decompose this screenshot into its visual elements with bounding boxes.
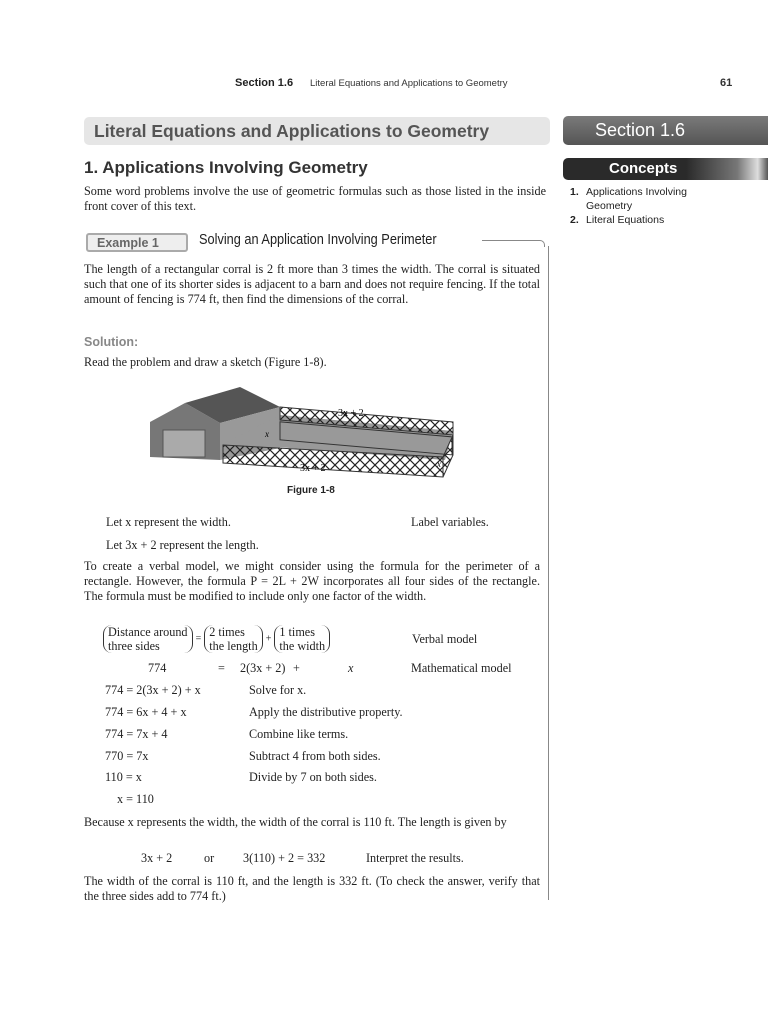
figure-caption: Figure 1-8: [287, 485, 335, 496]
intro-paragraph: Some word problems involve the use of geometric formulas such as those listed in the inside front cover of this text.: [84, 184, 546, 213]
problem-paragraph: The length of a rectangular corral is 2 ft more than 3 times the width. The corral is situated such that one of its shorter sides is adjacent to a barn and does not require fencing. If the total amount of fencing is 774 ft, then find the dimensions of the corral.: [84, 262, 540, 306]
example-side-rule: [548, 246, 549, 900]
example-title: Solving an Application Involving Perimeter: [199, 232, 437, 248]
interp-or: or: [204, 851, 215, 865]
verbal-model-note: Verbal model: [412, 632, 478, 646]
concept-item: 1. Applications Involving Geometry: [570, 186, 687, 212]
conclusion-paragraph: The width of the corral is 110 ft, and the length is 332 ft. (To check the answer, verify that the three sides add to 774 ft.): [84, 874, 540, 903]
example-badge: Example 1: [86, 233, 188, 252]
verbal-term: 2 times the length: [204, 625, 262, 653]
math-model-lhs: 774: [148, 661, 167, 675]
because-paragraph: Because x represents the width, the width of the corral is 110 ft. The length is given by: [84, 815, 507, 829]
math-model-eq: =: [218, 661, 225, 675]
label-side: x: [437, 459, 441, 469]
page-number: 61: [720, 77, 733, 89]
read-instruction: Read the problem and draw a sketch (Figure 1-8).: [84, 355, 327, 369]
label-bottom: 3x + 2: [300, 463, 326, 474]
verbal-term: 1 times the width: [274, 625, 330, 653]
step-eq: x = 110: [117, 792, 154, 806]
step-eq: 110 = x: [105, 770, 142, 784]
interp-note: Interpret the results.: [366, 851, 464, 865]
interp-expr: 3x + 2: [141, 851, 173, 865]
step-note: Apply the distributive property.: [249, 705, 403, 719]
barn-door-icon: [163, 430, 205, 457]
section-title-bar: [84, 117, 550, 145]
concepts-bar: [563, 158, 768, 180]
let-x-note: Label variables.: [411, 515, 489, 529]
let-length: Let 3x + 2 represent the length.: [106, 538, 259, 552]
running-header-section: Section 1.6: [235, 77, 294, 89]
example-rule: [482, 240, 545, 247]
verbal-model-row: Distance around three sides = 2 times the length + 1 times the width: [103, 625, 330, 653]
step-note: Divide by 7 on both sides.: [249, 770, 377, 784]
running-header-title: Literal Equations and Applications to Geometry: [310, 78, 508, 89]
heading: 1. Applications Involving Geometry: [84, 158, 368, 177]
step-eq: 774 = 7x + 4: [105, 727, 168, 741]
concept-item: 2. Literal Equations: [570, 214, 665, 226]
concepts-list: [570, 185, 687, 227]
math-model-length: 2(3x + 2): [240, 661, 286, 675]
let-x: Let x represent the width.: [106, 515, 231, 529]
step-note: Subtract 4 from both sides.: [249, 749, 381, 763]
section-tab-label: Section 1.6: [595, 120, 686, 140]
section-tab: [563, 116, 768, 145]
section-title: Literal Equations and Applications to Geometry: [94, 121, 490, 141]
step-eq: 770 = 7x: [105, 749, 149, 763]
step-note: Solve for x.: [249, 683, 307, 697]
corral-figure: [145, 385, 460, 480]
math-model-plus: +: [293, 661, 300, 675]
math-model-note: Mathematical model: [411, 661, 512, 675]
step-note: Combine like terms.: [249, 727, 349, 741]
concepts-heading: Concepts: [609, 160, 678, 177]
label-left: x: [265, 429, 269, 439]
step-eq: 774 = 6x + 4 + x: [105, 705, 187, 719]
label-top: 3x + 2: [338, 408, 364, 419]
verbal-term: Distance around three sides: [103, 625, 193, 653]
step-eq: 774 = 2(3x + 2) + x: [105, 683, 201, 697]
verbal-intro-paragraph: To create a verbal model, we might consider using the formula for the perimeter of a rectangle. However, the formula P = 2L + 2W incorporates all four sides of the rectangle. The formula must be modified to include only one factor of the width.: [84, 559, 540, 603]
interp-calc: 3(110) + 2 = 332: [243, 851, 326, 865]
math-model-width: x: [348, 661, 354, 675]
solution-label: Solution:: [84, 335, 139, 349]
